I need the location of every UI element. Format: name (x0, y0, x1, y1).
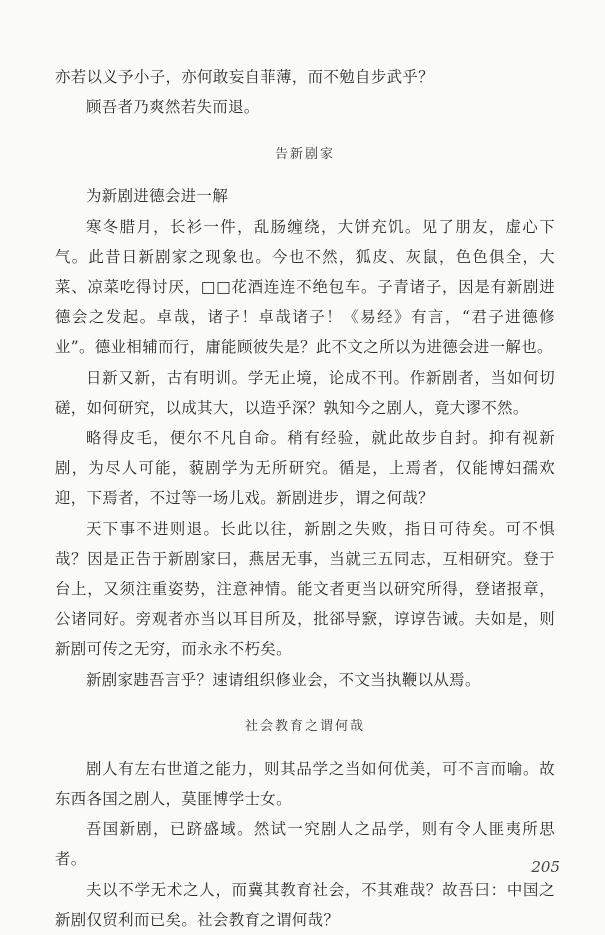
continuation-line-1: 亦若以义予小子，亦何敢妄自菲薄，而不勉自步武乎？ (55, 68, 434, 86)
paragraph-1: 寒冬腊月，长衫一件，乱肠缠绕，大饼充饥。见了朋友，虚心下气。此昔日新剧家之现象也。今也不然，狐皮、灰鼠，色色俱全，大菜、凉菜吃得讨厌，□□花酒连连不绝包车。子青诸子，因是有新剧进德会之发起。卓哉，诸子！卓哉诸子！《易经》有言，“君子进德修业”。德业相辅而行，庸能顾彼失是？此不文之所以为进德会进一解也。 (55, 217, 555, 357)
paragraph-8: 夫以不学无术之人，而冀其教育社会，不其难哉？故吾曰：中国之新剧仅贸利而已矣。社会教育之谓何哉？ (55, 880, 555, 929)
section-subtitle-1: 为新剧进德会进一解 (86, 187, 229, 206)
section-title-2: 社会教育之谓何哉 (244, 718, 365, 734)
page-number: 205 (531, 858, 560, 876)
paragraph-7: 吾国新剧，已跻盛域。然试一究剧人之品学，则有令人匪夷所思者。 (55, 820, 555, 869)
paragraph-4: 天下事不进则退。长此以往，新剧之失败，指日可待矣。可不惧哉？因是正告于新剧家曰，燕居无事，当就三五同志，互相研究。登于台上，又须注重姿势，注意神情。能文者更当以研究所得，登诸报章，公诸同好。旁观者亦当以耳目所及，批郤导窾，谆谆告诫。夫如是，则新剧可传之无穷，而永永不朽矣。 (55, 519, 555, 659)
paragraph-2: 日新又新，古有明训。学无止境，论成不刊。作新剧者，当如何切磋，如何研究，以成其大，以造乎深？孰知今之剧人，竟大谬不然。 (55, 368, 555, 417)
section-title-1: 告新剧家 (274, 147, 335, 163)
paragraph-5: 新剧家韪吾言乎？速请组织修业会，不文当执鞭以从焉。 (86, 670, 481, 689)
continuation-line-2: 顾吾者乃爽然若失而退。 (86, 98, 260, 117)
page-content (55, 62, 555, 935)
paragraph-6: 剧人有左右世道之能力，则其品学之当如何优美，可不言而喻。故东西各国之剧人，莫匪博学士女。 (55, 759, 555, 809)
paragraph-3: 略得皮毛，便尔不凡自命。稍有经验，就此故步自封。抑有视新剧，为尽人可能，藐剧学为无所研究。循是，上焉者，仅能博妇孺欢迎，下焉者，不过等一场儿戏。新剧进步，谓之何哉？ (55, 429, 555, 508)
